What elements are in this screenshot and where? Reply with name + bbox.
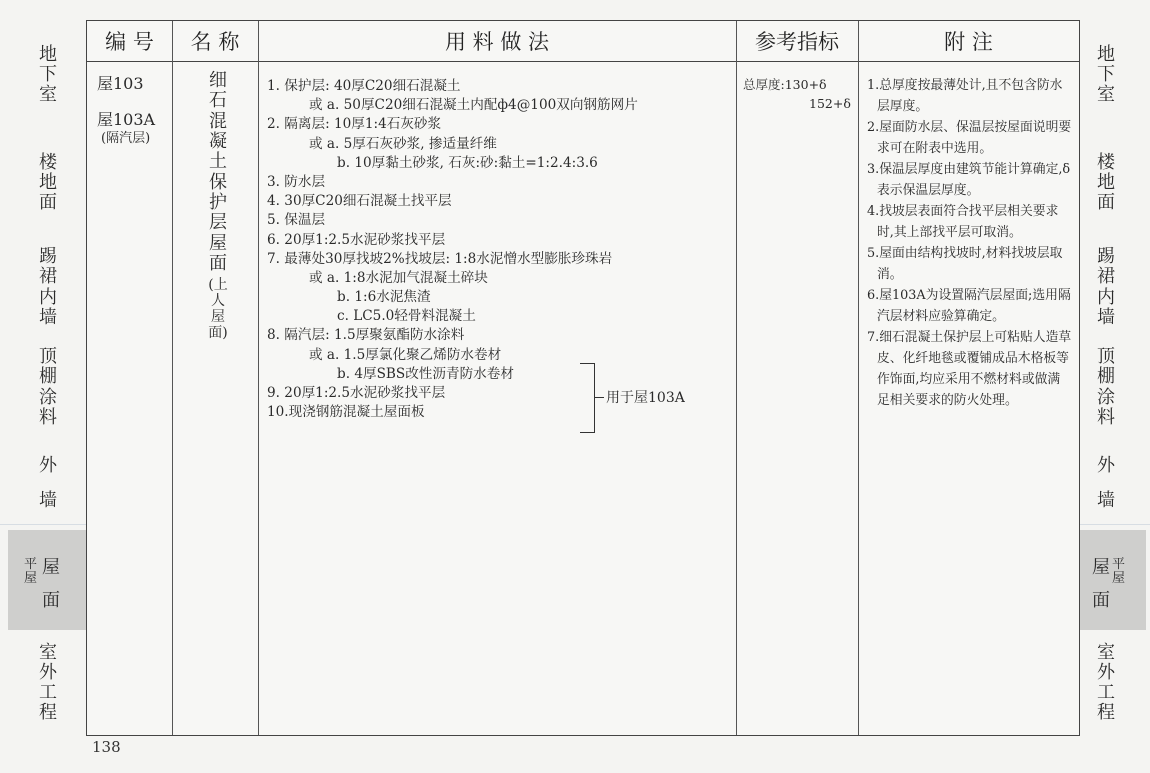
tab-exterior-wall-left[interactable] — [8, 448, 88, 518]
tab-label: 顶棚涂料 — [38, 346, 57, 428]
method-line: b. 10厚黏土砂浆, 石灰:砂:黏土=1:2.4:3.6 — [337, 154, 598, 171]
tab-flat-roof-big-2: 面 — [1092, 590, 1110, 611]
vapor-layer-bracket-tick — [594, 397, 604, 398]
tab-label: 踢裙内墙 — [38, 246, 57, 328]
method-line: c. LC5.0轻骨料混凝土 — [337, 308, 476, 325]
column-divider — [858, 21, 859, 735]
header-code: 编 号 — [105, 30, 154, 54]
method-line: 8. 隔汽层: 1.5厚聚氨酯防水涂料 — [267, 327, 465, 344]
header-name: 名 称 — [190, 30, 240, 54]
tab-label: 楼地面 — [38, 151, 57, 214]
tab-flat-roof-small-label: 平屋 — [24, 557, 38, 587]
entry-code-cell — [97, 73, 155, 148]
tab-flat-roof-big-1: 屋 — [1092, 557, 1110, 578]
entry-name: 细石混凝土保护层屋面 — [209, 70, 227, 274]
header-note: 附 注 — [944, 30, 993, 54]
total-thickness-103: 总厚度:130+δ — [743, 77, 827, 92]
note-item: 1.总厚度按最薄处计,且不包含防水层厚度。 — [867, 78, 1063, 114]
entry-notes-cell — [867, 75, 1072, 411]
method-line: b. 4厚SBS改性沥青防水卷材 — [337, 365, 514, 382]
note-item: 4.找坡层表面符合找平层相关要求时,其上部找平层可取消。 — [867, 204, 1059, 240]
method-line: 1. 保护层: 40厚C20细石混凝土 — [267, 78, 461, 94]
method-line: b. 1:6水泥焦渣 — [337, 289, 431, 306]
vapor-layer-bracket — [580, 363, 595, 433]
tab-label: 外墙 — [1096, 454, 1115, 511]
tab-label: 楼地面 — [1096, 151, 1115, 214]
tab-ceiling-paint-left[interactable] — [8, 340, 88, 435]
method-line: 2. 隔离层: 10厚1:4石灰砂浆 — [267, 116, 442, 133]
tab-flat-roof-small-label: 平屋 — [1112, 557, 1126, 587]
tab-label: 地下室 — [38, 43, 57, 106]
tab-flat-roof-big-2: 面 — [42, 590, 60, 611]
entry-name-note: (上人屋面) — [208, 277, 228, 341]
tab-flat-roof-left[interactable] — [8, 530, 88, 630]
tab-label: 室外工程 — [1096, 641, 1115, 724]
entry-code-103a: 屋103A — [97, 109, 156, 129]
entry-index-cell — [743, 75, 851, 114]
tab-outdoor-works-left[interactable] — [8, 638, 88, 728]
method-line: 9. 20厚1:2.5水泥砂浆找平层 — [267, 385, 446, 401]
header-index: 参考指标 — [755, 30, 839, 54]
note-item: 7.细石混凝土保护层上可粘贴人造草皮、化纤地毯或覆铺成品木格板等作饰面,均应采用不燃材料或做满足相关要求的防火处理。 — [867, 330, 1072, 408]
note-item: 5.屋面由结构找坡时,材料找坡层取消。 — [867, 246, 1063, 282]
tab-label: 踢裙内墙 — [1096, 246, 1115, 328]
vapor-layer-bracket-label: 用于屋103A — [606, 390, 685, 406]
column-divider — [258, 21, 259, 735]
left-chapter-tabs — [8, 20, 88, 740]
entry-code-103: 屋103 — [97, 74, 144, 93]
method-line: 或 a. 1:8水泥加气混凝土碎块 — [309, 269, 488, 286]
method-line: 或 a. 5厚石灰砂浆, 掺适量纤维 — [309, 135, 497, 152]
column-divider — [172, 21, 173, 735]
note-item: 2.屋面防水层、保温层按屋面说明要求可在附表中选用。 — [867, 120, 1072, 156]
total-thickness-103a: 152+δ — [809, 96, 851, 112]
tab-label: 室外工程 — [38, 641, 57, 724]
table-header — [87, 21, 1079, 62]
method-line: 7. 最薄处30厚找坡2%找坡层: 1:8水泥憎水型膨胀珍珠岩 — [267, 250, 613, 267]
method-line: 6. 20厚1:2.5水泥砂浆找平层 — [267, 231, 446, 248]
method-line: 5. 保温层 — [267, 212, 326, 229]
method-line: 或 a. 1.5厚氯化聚乙烯防水卷材 — [309, 346, 502, 363]
method-line: 10.现浇钢筋混凝土屋面板 — [267, 404, 425, 421]
entry-code-103a-note: (隔汽层) — [101, 131, 151, 147]
header-method: 用 料 做 法 — [444, 30, 550, 54]
tab-flat-roof-big-1: 屋 — [42, 557, 60, 578]
method-line: 3. 防水层 — [267, 173, 326, 190]
entry-name-cell — [205, 71, 231, 342]
tab-basement-left[interactable] — [8, 40, 88, 110]
page-number: 138 — [92, 738, 121, 756]
tab-skirting-inner-wall-left[interactable] — [8, 240, 88, 335]
method-line: 或 a. 50厚C20细石混凝土内配ф4@100双向钢筋网片 — [309, 97, 638, 114]
tab-label: 外墙 — [38, 454, 57, 511]
specification-table — [86, 20, 1080, 736]
tab-floor-left[interactable] — [8, 148, 88, 218]
note-item: 3.保温层厚度由建筑节能计算确定,δ表示保温层厚度。 — [867, 162, 1071, 198]
tab-label: 地下室 — [1096, 43, 1115, 106]
tab-label: 顶棚涂料 — [1096, 346, 1115, 428]
method-line: 4. 30厚C20细石混凝土找平层 — [267, 193, 452, 210]
column-divider — [736, 21, 737, 735]
note-item: 6.屋103A为设置隔汽层屋面;选用隔汽层材料应验算确定。 — [867, 288, 1071, 324]
